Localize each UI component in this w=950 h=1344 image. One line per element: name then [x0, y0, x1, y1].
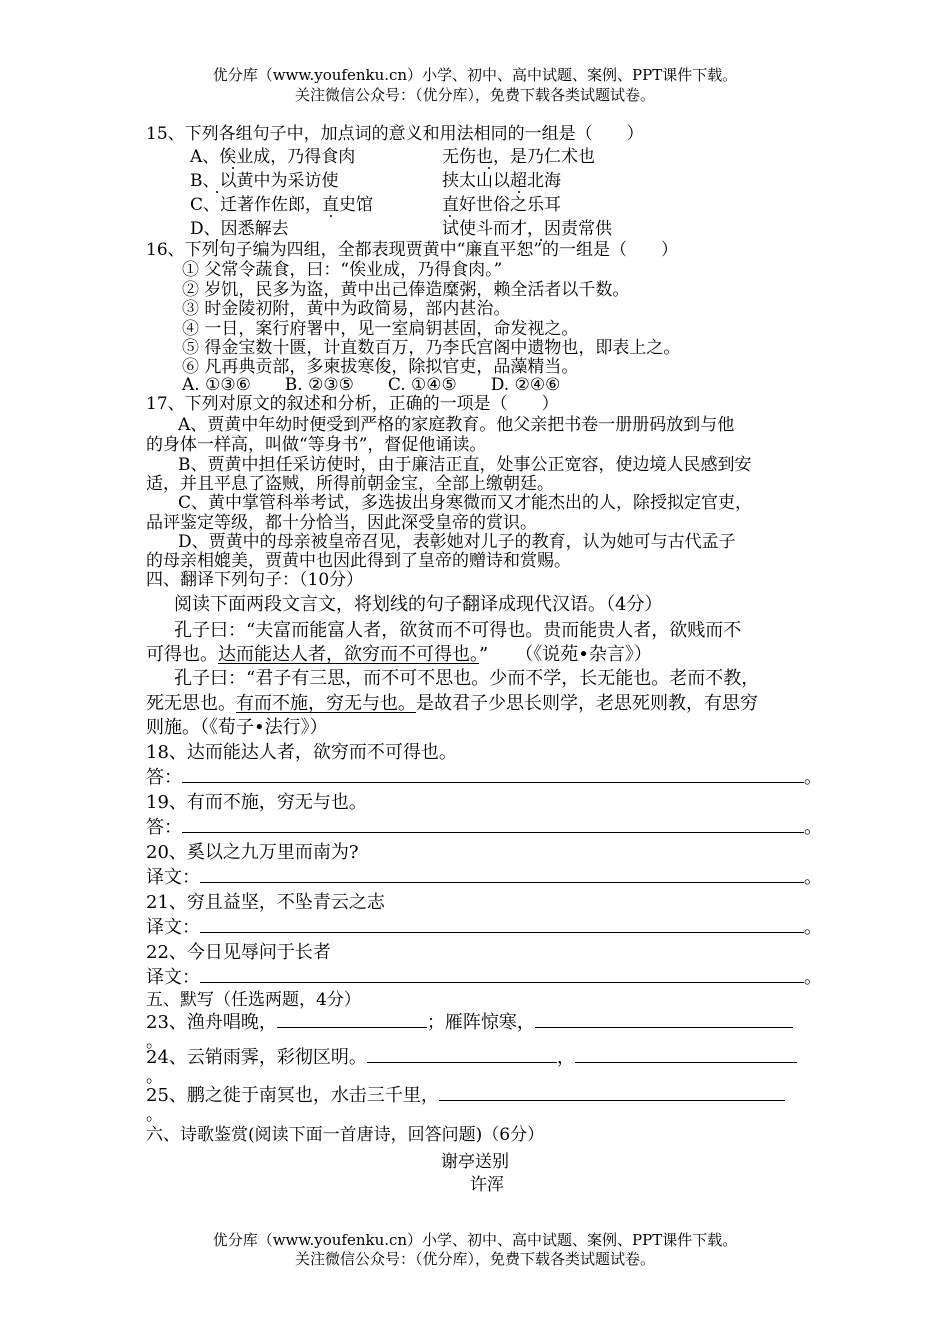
- end-mark: 。: [804, 917, 822, 938]
- section-4-intro: 阅读下面两段文言文，将划线的句子翻译成现代汉语。（4分）: [174, 594, 663, 615]
- q16-stem: 16、下列句子编为四组，全都表现贾黄中“廉直平恕”的一组是（ ）: [146, 240, 679, 260]
- emphasis-dot: [216, 191, 218, 193]
- q22-answer-row: [146, 966, 822, 990]
- q15-option-d-right: 试使斗而才，因责常供: [442, 219, 612, 239]
- q22-answer-line[interactable]: [200, 967, 804, 983]
- passage-2-text: 死无思也。: [146, 693, 236, 714]
- q24-separator: ，: [556, 1047, 575, 1068]
- emphasis-dot: [232, 167, 234, 169]
- q25-blank[interactable]: [439, 1085, 785, 1101]
- translation-label: 译文：: [146, 967, 200, 988]
- header-line-2: 关注微信公众号：（优分库），免费下载各类试题试卷。: [294, 86, 655, 104]
- q25-end-mark: 。: [146, 1105, 163, 1125]
- q17-line-a2: 的身体一样高，叫做“等身书”，督促他诵读。: [146, 435, 487, 455]
- q17-line-d2: 的母亲相媲美，贾黄中也因此得到了皇帝的赠诗和赏赐。: [146, 551, 571, 571]
- passage-1-line-1: 孔子曰：“夫富而能富人者，欲贫而不可得也。贵而能贵人者，欲贱而不: [174, 620, 742, 641]
- end-mark: 。: [804, 867, 822, 888]
- q15-option-b-left: B、以黄中为采访使: [190, 171, 339, 191]
- q24-prompt: 24、云销雨霁，彩彻区明。: [146, 1047, 367, 1068]
- q19-answer-line[interactable]: [182, 817, 804, 833]
- passage-1-text: 可得也。: [146, 644, 218, 665]
- passage-2-line-1: 孔子曰：“君子有三思，而不可不思也。少而不学，长无能也。老而不教，: [174, 668, 760, 689]
- q16-choices: A. ①③⑥ B. ②③⑤ C. ①④⑤ D. ②④⑥: [182, 375, 561, 395]
- section-5-title: 五、默写（任选两题，4分）: [146, 990, 361, 1010]
- passage-2-text-cont: 是故君子少思长则学，老思死则教，有思穷: [416, 693, 758, 714]
- q15-option-c-left: C、迁著作佐郎，直史馆: [190, 195, 374, 215]
- q16-item-2: ② 岁饥，民多为盗，黄中出己俸造糜粥，赖全活者以千数。: [182, 280, 630, 300]
- emphasis-dot: [488, 167, 490, 169]
- q23-end-mark: 。: [146, 1032, 163, 1052]
- q23-blank-2[interactable]: [535, 1012, 793, 1028]
- end-mark: 。: [804, 767, 822, 788]
- q24-row: [146, 1046, 797, 1070]
- header-line-1: 优分库（www.youfenku.cn）小学、初中、高中试题、案例、PPT课件下载。: [212, 66, 738, 84]
- q18-answer-line[interactable]: [182, 767, 804, 783]
- footer-line-1: 优分库（www.youfenku.cn）小学、初中、高中试题、案例、PPT课件下载。: [212, 1231, 738, 1249]
- translation-label: 译文：: [146, 917, 200, 938]
- q17-line-c1: C、黄中掌管科举考试，多选拔出身寒微而又才能杰出的人，除授拟定官吏，: [178, 493, 753, 513]
- q18-answer-row: [146, 766, 822, 790]
- q23-blank-1[interactable]: [277, 1012, 427, 1028]
- q17-line-d1: D、贾黄中的母亲被皇帝召见，表彰她对儿子的教育，认为她可与古代孟子: [178, 532, 736, 552]
- underlined-sentence-2: 有而不施，穷无与也。: [236, 693, 416, 714]
- q15-option-a-right: 无伤也，是乃仁术也: [442, 147, 595, 167]
- section-6-title: 六、诗歌鉴赏(阅读下面一首唐诗，回答问题)（6分）: [146, 1125, 545, 1145]
- q25-prompt: 25、鹏之徙于南冥也，水击三千里，: [146, 1085, 439, 1106]
- q23-separator: ；雁阵惊寒，: [426, 1012, 535, 1033]
- underlined-sentence-1: 达而能达人者，欲穷而不可得也。: [218, 644, 479, 665]
- q15-option-c-right: 直好世俗之乐耳: [442, 195, 561, 215]
- q16-item-1: ① 父常令蔬食，曰：“俟业成，乃得食肉。”: [182, 260, 503, 280]
- q20-prompt: 20、奚以之九万里而南为?: [146, 842, 359, 863]
- passage-2-line-3: 则施。（《荀子•法行》）: [146, 717, 328, 738]
- section-4-title: 四、翻译下列句子：（10分）: [146, 570, 364, 590]
- passage-2-line-2: [146, 692, 758, 716]
- q21-answer-line[interactable]: [200, 917, 804, 933]
- q20-answer-line[interactable]: [200, 867, 804, 883]
- q20-answer-row: [146, 866, 822, 890]
- q16-item-6: ⑥ 凡再典贡部，多柬拔寒俊，除拟官吏，品藻精当。: [182, 357, 579, 377]
- q15-option-d-left: D、因悉解去: [190, 219, 289, 239]
- q17-line-b1: B、贾黄中担任采访使时，由于廉洁正直，处事公正宽容，使边境人民感到安: [178, 455, 752, 475]
- q21-answer-row: [146, 916, 822, 940]
- answer-label: 答：: [146, 767, 182, 788]
- q24-blank-2[interactable]: [575, 1047, 797, 1063]
- q17-line-c2: 品评鉴定等级，都十分恰当，因此深受皇帝的赏识。: [146, 513, 537, 533]
- q19-prompt: 19、有而不施，穷无与也。: [146, 792, 367, 813]
- q17-line-a1: A、贾黄中年幼时便受到严格的家庭教育。他父亲把书卷一册册码放到与他: [178, 415, 735, 435]
- q19-answer-row: [146, 816, 822, 840]
- q16-item-4: ④ 一日，案行府署中，见一室扃钥甚固，命发视之。: [182, 319, 579, 339]
- end-mark: 。: [804, 817, 822, 838]
- passage-1-line-2: [146, 643, 652, 667]
- q22-prompt: 22、今日见辱问于长者: [146, 942, 331, 963]
- q23-row: [146, 1011, 793, 1035]
- emphasis-dot: [330, 215, 332, 217]
- poem-title: 谢亭送别: [441, 1152, 509, 1172]
- q24-blank-1[interactable]: [367, 1047, 557, 1063]
- q18-prompt: 18、达而能达人者，欲穷而不可得也。: [146, 742, 457, 763]
- answer-label: 答：: [146, 817, 182, 838]
- q15-option-b-right: 挟太山以超北海: [442, 171, 561, 191]
- end-mark: 。: [804, 967, 822, 988]
- q15-option-a-left: A、俟业成，乃得食肉: [190, 147, 356, 167]
- emphasis-dot: [518, 191, 520, 193]
- q17-stem: 17、下列对原文的叙述和分析，正确的一项是（ ）: [146, 394, 559, 414]
- q16-item-5: ⑤ 得金宝数十匮，计直数百万，乃李氏宫阁中遗物也，即表上之。: [182, 338, 681, 358]
- translation-label: 译文：: [146, 867, 200, 888]
- q15-stem: 15、下列各组句子中，加点词的意义和用法相同的一组是（ ）: [146, 124, 644, 144]
- q21-prompt: 21、穷且益坚，不坠青云之志: [146, 892, 385, 913]
- passage-1-source: ” （《说苑•杂言》）: [479, 644, 652, 665]
- q17-line-b2: 适，并且平息了盗贼，所得前朝金宝，全部上缴朝廷。: [146, 474, 554, 494]
- poem-author: 许浑: [470, 1175, 504, 1195]
- q24-end-mark: 。: [146, 1067, 163, 1087]
- q23-prompt: 23、渔舟唱晚，: [146, 1012, 277, 1033]
- q16-item-3: ③ 时金陵初附，黄中为政简易，部内甚治。: [182, 299, 511, 319]
- q25-row: [146, 1084, 785, 1108]
- emphasis-dot: [449, 215, 451, 217]
- footer-line-2: 关注微信公众号：（优分库），免费下载各类试题试卷。: [294, 1250, 655, 1268]
